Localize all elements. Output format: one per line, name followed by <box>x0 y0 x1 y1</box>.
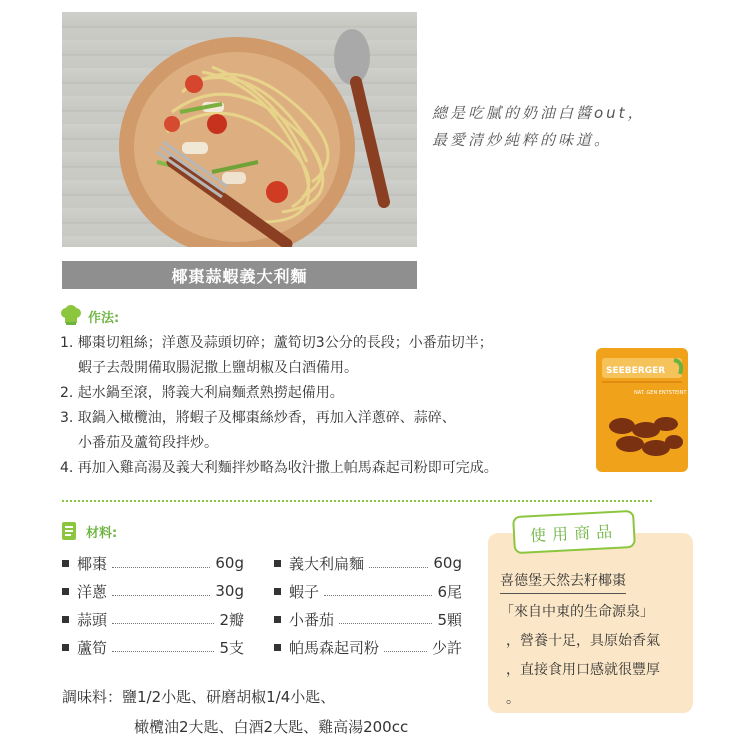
ingredient-list-icon <box>60 520 80 542</box>
ingredient-qty: 少許 <box>431 638 462 657</box>
leader-dots <box>112 595 210 596</box>
bullet-square-icon <box>274 560 281 567</box>
bullet-square-icon <box>274 588 281 595</box>
product-name: 喜德堡天然去籽椰棗 <box>500 569 626 594</box>
product-desc-line: 「來自中東的生命源泉」 <box>500 604 654 620</box>
product-desc-line: 。 <box>506 691 520 707</box>
leader-dots <box>369 567 428 568</box>
ingredient-name: 蒜頭 <box>77 610 108 629</box>
bullet-square-icon <box>62 560 69 567</box>
product-package-image <box>594 346 690 474</box>
method-heading <box>60 305 119 327</box>
ingredient-row <box>274 605 462 633</box>
ingredient-qty: 30g <box>215 582 244 600</box>
bullet-square-icon <box>274 644 281 651</box>
chef-hat-icon <box>60 305 82 327</box>
tagline-line: 總是吃膩的奶油白醬out， <box>432 104 646 122</box>
ingredient-name: 椰棗 <box>77 554 108 573</box>
method-steps <box>60 331 620 481</box>
leader-dots <box>112 623 214 624</box>
ingredient-row <box>274 549 462 577</box>
ingredients-heading-label: 材料: <box>86 525 118 541</box>
step-line: 2. 起水鍋至滾，將義大利扁麵煮熟撈起備用。 <box>60 385 344 401</box>
recipe-title: 椰棗蒜蝦義大利麵 <box>62 261 417 289</box>
product-card-text <box>500 567 660 714</box>
ingredient-name: 蝦子 <box>289 582 320 601</box>
ingredient-name: 蘆筍 <box>77 638 108 657</box>
step-line: 3. 取鍋入橄欖油，將蝦子及椰棗絲炒香，再加入洋蔥碎、蒜碎、 <box>60 410 456 426</box>
product-desc-line: ，營養十足，具原始香氣 <box>506 633 660 649</box>
ingredient-qty: 5支 <box>219 638 244 657</box>
ingredients-left-column <box>62 549 244 661</box>
ingredients-heading <box>60 520 117 542</box>
ingredient-row <box>62 605 244 633</box>
bullet-square-icon <box>62 644 69 651</box>
ingredient-name: 洋蔥 <box>77 582 108 601</box>
product-desc-line: ，直接食用口感就很豐厚 <box>506 662 660 678</box>
bullet-square-icon <box>62 588 69 595</box>
pasta-photo <box>62 12 417 247</box>
ingredient-name: 帕馬森起司粉 <box>289 638 380 657</box>
seasoning-line: 橄欖油2大匙、白酒2大匙、雞高湯200cc <box>134 718 409 736</box>
pasta-plate-illustration <box>62 12 417 247</box>
product-card-tag: 使用商品 <box>512 510 636 554</box>
ingredients-right-column <box>274 549 462 661</box>
leader-dots <box>339 623 432 624</box>
ingredient-row <box>62 549 244 577</box>
step-line: 小番茄及蘆筍段拌炒。 <box>78 435 218 451</box>
ingredient-row <box>62 577 244 605</box>
ingredient-name: 小番茄 <box>289 610 335 629</box>
leader-dots <box>112 567 210 568</box>
ingredient-row <box>274 633 462 661</box>
ingredient-name: 義大利扁麵 <box>289 554 365 573</box>
leader-dots <box>112 651 214 652</box>
ingredient-qty: 60g <box>433 554 462 572</box>
method-heading-label: 作法: <box>88 310 120 326</box>
seasoning-line: 調味料：鹽1/2小匙、研磨胡椒1/4小匙、 <box>62 688 336 706</box>
ingredient-row <box>62 633 244 661</box>
tagline <box>432 100 732 154</box>
ingredient-qty: 6尾 <box>437 582 462 601</box>
tagline-line: 最愛清炒純粹的味道。 <box>432 131 613 149</box>
leader-dots <box>384 651 427 652</box>
product-label: NAT. GEN ENTSTEINT <box>634 390 687 396</box>
step-line: 4. 再加入雞高湯及義大利麵拌炒略為收汁撒上帕馬森起司粉即可完成。 <box>60 460 498 476</box>
section-divider <box>62 500 652 502</box>
ingredient-qty: 2瓣 <box>219 610 244 629</box>
bullet-square-icon <box>62 616 69 623</box>
ingredient-row <box>274 577 462 605</box>
ingredient-qty: 60g <box>215 554 244 572</box>
product-brand: SEEBERGER <box>606 366 666 376</box>
seasoning-block <box>62 682 408 742</box>
bullet-square-icon <box>274 616 281 623</box>
leader-dots <box>324 595 432 596</box>
step-line: 1. 椰棗切粗絲；洋蔥及蒜頭切碎；蘆筍切3公分的長段；小番茄切半； <box>60 335 493 351</box>
step-line: 蝦子去殼開備取腸泥撒上鹽胡椒及白酒備用。 <box>78 360 358 376</box>
ingredient-qty: 5顆 <box>437 610 462 629</box>
